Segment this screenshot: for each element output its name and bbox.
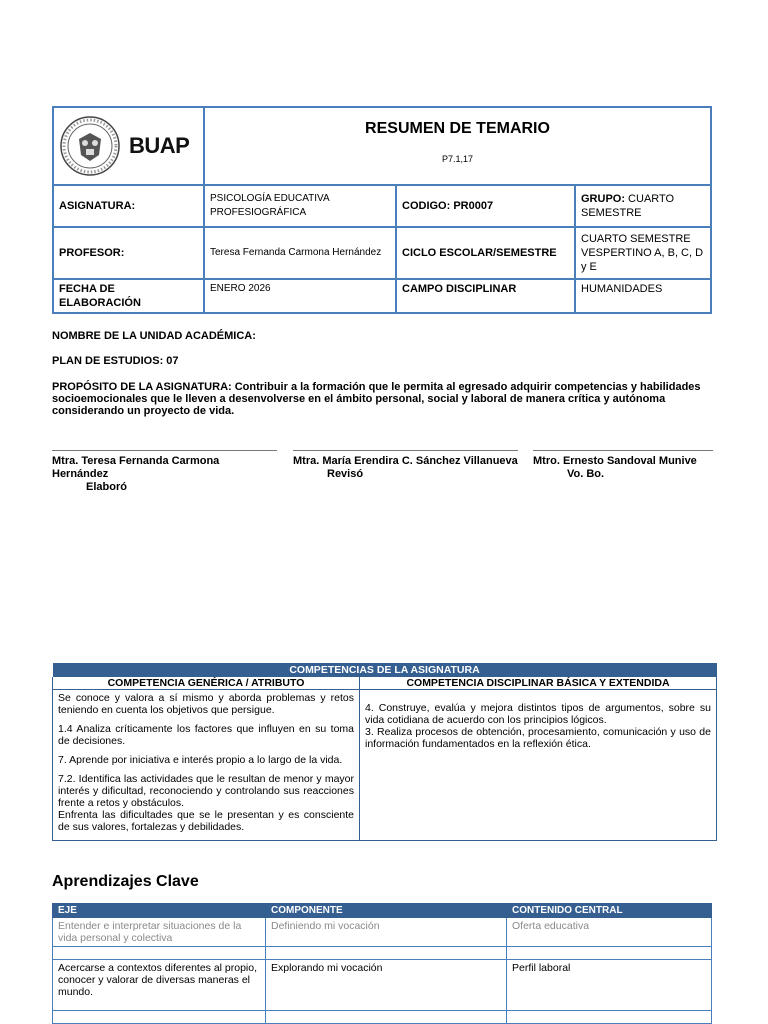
- table-cell: [53, 1011, 266, 1024]
- disciplinary-competency-cell: [360, 690, 717, 841]
- table-cell: Acercarse a contextos diferentes al propio, conocer y valorar de diversas maneras el mundo.: [53, 960, 266, 1011]
- competency-item: 7. Aprende por iniciativa e interés propio a lo largo de la vida.: [58, 754, 343, 766]
- professor-value: Teresa Fernanda Carmona Hernández: [204, 227, 396, 279]
- signature-line: [293, 450, 518, 451]
- table-row: [53, 1011, 712, 1024]
- signature-reviewer: [293, 450, 518, 481]
- subject-label: ASIGNATURA:: [53, 185, 204, 227]
- key-learnings-title: Aprendizajes Clave: [52, 873, 199, 890]
- university-seal-icon: [59, 115, 121, 177]
- competency-item: 7.2. Identifica las actividades que le resultan de menor y mayor interés y dificultad, reconociendo y controlando sus reacciones frente a retos y obstáculos.: [58, 773, 354, 809]
- table-cell: [507, 947, 712, 960]
- signature-line: [533, 450, 713, 451]
- code-label: CODIGO: PR0007: [396, 185, 575, 227]
- table-cell: Perfil laboral: [507, 960, 712, 1011]
- signature-approver: [533, 450, 713, 481]
- table-cell: [266, 947, 507, 960]
- column-header-axis: EJE: [53, 904, 266, 918]
- table-cell: [507, 1011, 712, 1024]
- generic-competency-header: COMPETENCIA GENÉRICA / ATRIBUTO: [53, 677, 360, 690]
- competencies-title: COMPETENCIAS DE LA ASIGNATURA: [53, 663, 717, 677]
- competency-item: Se conoce y valora a sí mismo y aborda problemas y retos teniendo en cuenta los objetivos que persigue.: [58, 692, 354, 716]
- signature-name: Mtro. Ernesto Sandoval Munive: [533, 455, 697, 467]
- title-cell: [204, 107, 711, 185]
- subject-purpose: PROPÓSITO DE LA ASIGNATURA: Contribuir a la formación que le permita al egresado adquirir competencias y habilidades socioemocionales que le lleven a desenvolverse en el ámbito personal, social y laboral de manera crítica y autónoma considerando un proyecto de vida.: [52, 381, 701, 417]
- document-title: RESUMEN DE TEMARIO: [365, 120, 550, 137]
- disciplinary-competency-header: COMPETENCIA DISCIPLINAR BÁSICA Y EXTENDIDA: [360, 677, 717, 690]
- competency-item: 3. Realiza procesos de obtención, procesamiento, comunicación y uso de información fundamentados en la reflexión ética.: [365, 726, 711, 750]
- table-row: [53, 947, 712, 960]
- cycle-value: CUARTO SEMESTRE VESPERTINO A, B, C, D y E: [575, 227, 711, 279]
- field-label: CAMPO DISCIPLINAR: [396, 279, 575, 313]
- date-value: ENERO 2026: [204, 279, 396, 313]
- logo-text: BUAP: [129, 133, 190, 158]
- date-label: FECHA DE ELABORACIÓN: [53, 279, 204, 313]
- table-row: [53, 960, 712, 1011]
- group-value: CUARTO SEMESTRE: [581, 193, 675, 219]
- table-cell: Explorando mi vocación: [266, 960, 507, 1011]
- table-cell: [53, 947, 266, 960]
- cycle-label: CICLO ESCOLAR/SEMESTRE: [396, 227, 575, 279]
- table-cell: Entender e interpretar situaciones de la vida personal y colectiva: [53, 918, 266, 947]
- table-cell: Definiendo mi vocación: [266, 918, 507, 947]
- competency-item: 1.4 Analiza críticamente los factores que influyen en su toma de decisiones.: [58, 723, 354, 747]
- buap-logo: [59, 115, 198, 177]
- signature-author: [52, 450, 277, 494]
- signature-role: Revisó: [327, 468, 364, 480]
- competencies-table: [52, 663, 717, 841]
- table-cell: Oferta educativa: [507, 918, 712, 947]
- logo-cell: [53, 107, 204, 185]
- group-label: GRUPO:: [581, 193, 625, 205]
- table-cell: [266, 1011, 507, 1024]
- signature-name: Mtra. Teresa Fernanda Carmona Hernández: [52, 455, 220, 480]
- table-row: [53, 918, 712, 947]
- key-learnings-table: [52, 903, 712, 1024]
- signature-line: [52, 450, 277, 451]
- header-table: [52, 106, 712, 314]
- competency-item: 4. Construye, evalúa y mejora distintos tipos de argumentos, sobre su vida cotidiana de acuerdo con los principios lógicos.: [365, 702, 711, 726]
- generic-competency-cell: [53, 690, 360, 841]
- subject-value: PSICOLOGÍA EDUCATIVA PROFESIOGRÁFICA: [204, 185, 396, 227]
- signature-name: Mtra. María Erendira C. Sánchez Villanueva: [293, 455, 518, 467]
- field-value: HUMANIDADES: [575, 279, 711, 313]
- competency-item: Enfrenta las dificultades que se le presentan y es consciente de sus valores, fortalezas y debilidades.: [58, 809, 354, 833]
- study-plan: PLAN DE ESTUDIOS: 07: [52, 355, 179, 367]
- signature-role: Elaboró: [86, 481, 127, 493]
- column-header-content: CONTENIDO CENTRAL: [507, 904, 712, 918]
- signature-role: Vo. Bo.: [567, 468, 605, 480]
- professor-label: PROFESOR:: [53, 227, 204, 279]
- group-cell: [575, 185, 711, 227]
- column-header-component: COMPONENTE: [266, 904, 507, 918]
- document-code: P7.1,17: [441, 154, 474, 164]
- unit-name: NOMBRE DE LA UNIDAD ACADÉMICA:: [52, 330, 256, 342]
